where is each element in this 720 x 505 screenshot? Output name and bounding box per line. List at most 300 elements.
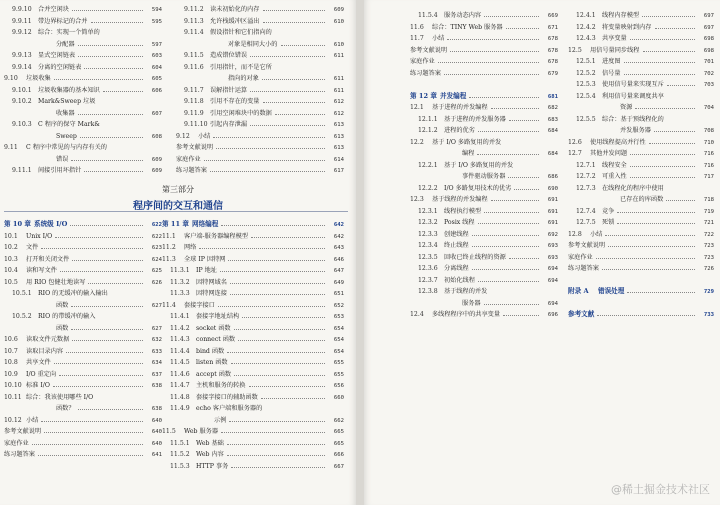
toc-entry-number: 9.9.14 bbox=[12, 63, 32, 71]
toc-entry-title: Sweep bbox=[56, 132, 77, 140]
toc-entry-title: 综合：实现一个简单的 bbox=[38, 29, 100, 36]
toc-entry-number: 11.5.1 bbox=[170, 439, 190, 447]
toc-leader-dots bbox=[491, 194, 539, 201]
toc-entry-number: 12.3.8 bbox=[418, 288, 438, 295]
toc-entry-title: 基于进程的并发服务器 bbox=[444, 115, 506, 123]
toc-entry bbox=[410, 183, 558, 195]
toc-entry-page: 623 bbox=[151, 245, 162, 251]
toc-entry bbox=[4, 403, 162, 415]
book-gutter bbox=[356, 0, 364, 505]
toc-entry bbox=[568, 114, 714, 126]
toc-entry-number: 11.3.3 bbox=[170, 290, 190, 297]
toc-entry bbox=[410, 171, 558, 183]
toc-entry bbox=[568, 229, 714, 241]
toc-entry-page: 669 bbox=[547, 13, 558, 19]
toc-entry-title: 示例 bbox=[214, 416, 227, 424]
toc-entry bbox=[568, 217, 714, 229]
toc-entry-number: 第 12 章 bbox=[410, 91, 437, 100]
toc-entry-title: 终止线程 bbox=[444, 242, 469, 249]
toc-entry-title: C 程序中常见的与内存有关的 bbox=[26, 144, 107, 151]
toc-entry-page: 729 bbox=[703, 289, 714, 295]
toc-entry-title: 主机和服务的转换 bbox=[196, 382, 246, 389]
toc-entry-page: 614 bbox=[333, 156, 344, 163]
toc-leader-dots bbox=[55, 231, 143, 238]
toc-entry-page: 696 bbox=[547, 312, 558, 318]
toc-entry-number: 附录 A bbox=[568, 287, 589, 295]
toc-entry bbox=[176, 131, 344, 143]
toc-entry bbox=[568, 240, 714, 252]
toc-entry bbox=[162, 334, 344, 346]
toc-entry bbox=[410, 286, 558, 298]
toc-entry-page: 667 bbox=[333, 463, 344, 470]
part-title: 程序间的交互和通信 bbox=[133, 201, 223, 212]
toc-entry-title: 合并空闲块 bbox=[38, 6, 69, 13]
toc-entry-page: 683 bbox=[547, 116, 558, 123]
toc-leader-dots bbox=[608, 240, 695, 247]
toc-entry-number: 11.4.3 bbox=[170, 336, 190, 343]
toc-entry-number: 11.5.3 bbox=[170, 462, 190, 470]
toc-entry bbox=[4, 277, 162, 289]
toc-leader-dots bbox=[503, 309, 539, 316]
toc-entry-number: 10.9 bbox=[4, 370, 18, 378]
toc-entry-page: 656 bbox=[333, 383, 344, 389]
toc-entry-title: IP 地址 bbox=[196, 267, 217, 274]
toc-entry-number: 12.1.1 bbox=[418, 115, 438, 123]
toc-entry bbox=[568, 275, 714, 287]
watermark: @稀土掘金技术社区 bbox=[611, 483, 710, 496]
toc-leader-dots bbox=[199, 242, 325, 249]
toc-entry bbox=[4, 311, 162, 323]
toc-entry-page: 655 bbox=[333, 360, 344, 366]
toc-leader-dots bbox=[630, 171, 695, 178]
toc-entry-title: 客户端-服务器编程模型 bbox=[184, 232, 248, 240]
toc-leader-dots bbox=[231, 461, 325, 468]
toc-entry-page: 678 bbox=[547, 47, 558, 54]
toc-leader-dots bbox=[80, 131, 143, 138]
toc-entry-title: 共享变量 bbox=[602, 35, 627, 42]
toc-leader-dots bbox=[251, 231, 325, 238]
toc-entry bbox=[568, 252, 714, 264]
toc-entry-page: 640 bbox=[151, 440, 162, 447]
toc-entry bbox=[410, 160, 558, 172]
toc-entry-title: 练习题答案 bbox=[410, 69, 441, 77]
toc-entry-page: 671 bbox=[547, 24, 558, 31]
toc-entry-page: 703 bbox=[703, 82, 714, 88]
toc-entry-number: 12.4 bbox=[410, 311, 424, 318]
toc-entry-title: 引用指针，而不是它所 bbox=[210, 63, 272, 71]
toc-entry-number: 9.9.10 bbox=[12, 6, 32, 13]
toc-entry-title: 基于线程的并发编程 bbox=[432, 196, 488, 203]
toc-leader-dots bbox=[78, 39, 143, 46]
toc-entry bbox=[568, 125, 714, 137]
toc-entry-number: 12.7.1 bbox=[576, 161, 596, 169]
toc-entry bbox=[410, 22, 558, 34]
toc-entry-page: 678 bbox=[547, 59, 558, 65]
toc-entry-page: 651 bbox=[333, 291, 344, 297]
toc-entry bbox=[176, 154, 344, 166]
toc-entry-title: 指向的对象 bbox=[228, 75, 259, 82]
toc-leader-dots bbox=[509, 114, 539, 121]
toc-entry-number: 9.10.2 bbox=[12, 98, 32, 105]
toc-entry bbox=[568, 194, 714, 206]
toc-entry-number: 12.4.2 bbox=[576, 23, 596, 31]
toc-entry bbox=[162, 254, 344, 266]
toc-entry-page: 609 bbox=[151, 168, 162, 174]
toc-entry-page: 652 bbox=[333, 302, 344, 309]
toc-entry-number: 12.5.2 bbox=[576, 69, 596, 77]
toc-entry-number: 11.4.7 bbox=[170, 382, 190, 389]
toc-leader-dots bbox=[438, 56, 539, 63]
toc-entry bbox=[4, 4, 162, 16]
toc-entry bbox=[410, 45, 558, 57]
toc-leader-dots bbox=[478, 275, 539, 282]
toc-leader-dots bbox=[655, 22, 696, 29]
toc-entry-title: 线程执行模型 bbox=[444, 207, 482, 215]
toc-leader-dots bbox=[605, 229, 695, 236]
toc-entry-title: 小结 bbox=[590, 230, 603, 238]
toc-entry-title: 练习题答案 bbox=[568, 265, 599, 272]
toc-entry bbox=[410, 252, 558, 264]
toc-leader-dots bbox=[450, 45, 539, 52]
toc-entry bbox=[176, 85, 344, 97]
toc-leader-dots bbox=[444, 68, 539, 75]
toc-entry-title: 小结 bbox=[198, 132, 211, 140]
toc-entry-page: 610 bbox=[333, 18, 344, 25]
toc-entry bbox=[4, 119, 162, 131]
toc-entry bbox=[4, 165, 162, 177]
toc-entry-page: 604 bbox=[151, 64, 162, 71]
toc-entry-page: 721 bbox=[703, 220, 714, 226]
toc-entry-page: 612 bbox=[333, 99, 344, 105]
toc-entry-number: 11.4.5 bbox=[170, 359, 190, 366]
toc-entry-title: 练习题答案 bbox=[4, 451, 35, 458]
toc-entry-title: 函数 bbox=[56, 301, 69, 309]
toc-entry-title: 打开和关闭文件 bbox=[26, 255, 70, 263]
toc-entry bbox=[410, 240, 558, 252]
toc-entry bbox=[162, 357, 344, 369]
toc-leader-dots bbox=[38, 449, 143, 456]
toc-entry-title: 参考文献 bbox=[568, 310, 595, 318]
toc-leader-dots bbox=[250, 85, 325, 92]
toc-entry-title: 函数 bbox=[56, 324, 69, 332]
toc-entry-number: 9.10.3 bbox=[12, 121, 32, 128]
toc-entry-title: 信号量 bbox=[602, 69, 621, 77]
toc-leader-dots bbox=[227, 346, 325, 353]
toc-entry bbox=[162, 449, 344, 461]
toc-entry-title: 服务器 bbox=[462, 299, 481, 307]
toc-entry bbox=[176, 119, 344, 131]
toc-entry-page: 609 bbox=[333, 7, 344, 13]
toc-entry-number: 12.5.5 bbox=[576, 115, 596, 123]
toc-leader-dots bbox=[477, 148, 539, 155]
toc-entry-page: 701 bbox=[703, 59, 714, 65]
toc-entry-page: 597 bbox=[151, 41, 162, 48]
toc-entry-number: 10.11 bbox=[4, 393, 22, 401]
toc-entry-title: 套接字接口的辅助函数 bbox=[196, 393, 258, 401]
toc-entry bbox=[410, 148, 558, 160]
toc-leader-dots bbox=[210, 165, 325, 172]
toc-leader-dots bbox=[484, 206, 539, 213]
toc-entry bbox=[410, 68, 558, 80]
toc-entry-page: 647 bbox=[333, 268, 344, 274]
toc-entry-title: accept 函数 bbox=[196, 370, 232, 378]
toc-entry-page: 716 bbox=[703, 162, 714, 169]
toc-entry-number: 9.9.13 bbox=[12, 52, 32, 59]
toc-entry-page: 697 bbox=[703, 13, 714, 19]
toc-entry-title: 垃圾收集器的基本知识 bbox=[38, 86, 100, 94]
toc-entry-number: 9.11.7 bbox=[184, 86, 204, 94]
toc-entry-number: 9.11.3 bbox=[184, 17, 204, 25]
toc-leader-dots bbox=[630, 148, 695, 155]
toc-entry-title: 因特网连接 bbox=[196, 290, 227, 297]
toc-entry-title: 使用信号量来实现互斥 bbox=[602, 81, 664, 88]
toc-entry-page: 640 bbox=[151, 417, 162, 424]
toc-leader-dots bbox=[234, 323, 325, 330]
toc-entry-title: 综合：TINY Web 服务器 bbox=[432, 23, 503, 31]
toc-entry-page: 708 bbox=[703, 128, 714, 134]
toc-leader-dots bbox=[228, 254, 325, 261]
toc-entry-title: 并发服务器 bbox=[620, 127, 651, 134]
toc-leader-dots bbox=[78, 50, 143, 57]
toc-leader-dots bbox=[508, 171, 539, 178]
toc-entry-page: 723 bbox=[703, 254, 714, 261]
toc-column-left-1 bbox=[4, 4, 162, 177]
toc-entry bbox=[162, 426, 344, 438]
toc-entry bbox=[410, 10, 558, 22]
toc-entry-page: 678 bbox=[547, 36, 558, 42]
toc-entry-page: 613 bbox=[333, 133, 344, 140]
toc-entry-title: 函数？ bbox=[56, 405, 75, 412]
toc-entry bbox=[162, 231, 344, 243]
toc-entry-page: 608 bbox=[151, 133, 162, 140]
toc-entry-number: 9.10 bbox=[4, 75, 18, 82]
toc-entry bbox=[568, 33, 714, 45]
toc-entry-number: 12.3.6 bbox=[418, 265, 438, 272]
toc-entry-page: 704 bbox=[703, 105, 714, 111]
toc-entry-page: 686 bbox=[547, 174, 558, 180]
toc-entry bbox=[4, 346, 162, 358]
toc-entry bbox=[410, 102, 558, 114]
toc-entry bbox=[162, 311, 344, 323]
toc-entry bbox=[4, 288, 162, 300]
toc-entry-number: 12.7.5 bbox=[576, 219, 596, 226]
toc-entry-number: 10.7 bbox=[4, 347, 18, 355]
toc-entry-number: 9.11.10 bbox=[184, 121, 208, 128]
toc-entry-page: 642 bbox=[333, 222, 344, 228]
right-page bbox=[364, 0, 720, 505]
toc-entry-page: 594 bbox=[151, 7, 162, 13]
toc-entry bbox=[568, 10, 714, 22]
toc-leader-dots bbox=[204, 154, 325, 161]
toc-leader-dots bbox=[261, 392, 325, 399]
toc-entry-title: 标准 I/O bbox=[26, 382, 50, 389]
toc-entry-page: 710 bbox=[703, 139, 714, 146]
toc-leader-dots bbox=[60, 265, 143, 272]
toc-leader-dots bbox=[41, 415, 143, 422]
toc-entry-number: 12.7 bbox=[568, 150, 582, 157]
toc-entry-number: 12.1.2 bbox=[418, 127, 438, 134]
toc-leader-dots bbox=[472, 240, 539, 247]
toc-leader-dots bbox=[514, 183, 539, 190]
toc-entry bbox=[568, 171, 714, 183]
toc-entry bbox=[568, 45, 714, 57]
toc-entry-title: 事件驱动服务器 bbox=[462, 173, 506, 180]
toc-entry-page: 722 bbox=[703, 231, 714, 238]
toc-entry-number: 12.5 bbox=[568, 46, 582, 54]
left-page bbox=[0, 0, 356, 505]
toc-entry-title: 全球 IP 因特网 bbox=[184, 255, 226, 263]
toc-entry-title: 基于 I/O 多路复用的并发 bbox=[432, 138, 502, 146]
toc-entry-number: 9.11.9 bbox=[184, 109, 204, 117]
toc-entry bbox=[568, 56, 714, 68]
toc-entry-title: C 程序的保守 Mark& bbox=[38, 121, 100, 128]
toc-entry-page: 622 bbox=[151, 233, 162, 240]
toc-leader-dots bbox=[231, 357, 325, 364]
toc-leader-dots bbox=[84, 165, 143, 172]
toc-entry bbox=[410, 194, 558, 206]
toc-entry bbox=[410, 33, 558, 45]
toc-entry-page: 691 bbox=[547, 197, 558, 203]
toc-entry-number: 12.3.2 bbox=[418, 219, 438, 226]
toc-entry-page: 646 bbox=[333, 256, 344, 263]
toc-entry-number: 10.8 bbox=[4, 359, 18, 366]
toc-entry bbox=[410, 229, 558, 241]
toc-entry-title: 线程安全 bbox=[602, 161, 627, 169]
toc-entry-title: 间接引用坏指针 bbox=[38, 167, 82, 174]
toc-entry-title: 回收已终止线程的资源 bbox=[444, 253, 506, 261]
toc-entry bbox=[4, 108, 162, 120]
toc-chapter-entry bbox=[568, 309, 714, 321]
toc-entry-title: connect 函数 bbox=[196, 336, 236, 343]
toc-entry-title: I/O 多路复用技术的优劣 bbox=[444, 184, 512, 192]
toc-entry bbox=[162, 392, 344, 404]
toc-entry-title: 在线程化的程序中使用 bbox=[602, 184, 664, 192]
toc-entry-number: 9.11.5 bbox=[184, 52, 204, 59]
toc-leader-dots bbox=[624, 56, 695, 63]
toc-entry bbox=[4, 154, 162, 166]
toc-entry-page: 694 bbox=[547, 300, 558, 307]
toc-entry-page: 634 bbox=[151, 360, 162, 366]
toc-leader-dots bbox=[59, 369, 143, 376]
toc-entry bbox=[162, 369, 344, 381]
toc-entry-title: 创建线程 bbox=[444, 230, 469, 238]
toc-entry-number: 9.11.8 bbox=[184, 98, 204, 105]
toc-entry-title: 并发编程 bbox=[440, 91, 467, 100]
toc-leader-dots bbox=[630, 160, 695, 167]
part-heading bbox=[0, 184, 356, 212]
toc-leader-dots bbox=[666, 194, 695, 201]
toc-entry-number: 10.1 bbox=[4, 232, 18, 240]
toc-entry bbox=[410, 217, 558, 229]
toc-leader-dots bbox=[630, 33, 695, 40]
toc-entry-number: 11.4.1 bbox=[170, 313, 190, 320]
toc-entry-page: 638 bbox=[151, 383, 162, 389]
toc-entry-page: 609 bbox=[151, 156, 162, 163]
toc-entry-title: 其他并发问题 bbox=[590, 150, 628, 157]
toc-leader-dots bbox=[230, 288, 325, 295]
toc-leader-dots bbox=[602, 263, 695, 270]
toc-leader-dots bbox=[262, 73, 325, 80]
toc-entry-page: 642 bbox=[333, 233, 344, 240]
toc-entry-number: 12.7.2 bbox=[576, 173, 596, 180]
toc-entry-number: 9.9.11 bbox=[12, 17, 32, 25]
toc-leader-dots bbox=[281, 39, 326, 46]
toc-entry-title: 基于 I/O 多路复用的并发 bbox=[444, 161, 514, 169]
toc-entry-number: 11.4.2 bbox=[170, 324, 190, 332]
toc-entry-number: 10.10 bbox=[4, 382, 22, 389]
toc-entry-title: 套接字地址结构 bbox=[196, 313, 240, 320]
toc-leader-dots bbox=[66, 346, 143, 353]
toc-entry-page: 605 bbox=[151, 76, 162, 82]
toc-leader-dots bbox=[250, 50, 325, 57]
toc-leader-dots bbox=[72, 4, 143, 11]
toc-entry bbox=[162, 380, 344, 392]
toc-entry-number: 9.11.4 bbox=[184, 29, 204, 36]
toc-entry-page: 595 bbox=[151, 18, 162, 25]
toc-entry bbox=[4, 131, 162, 143]
toc-leader-dots bbox=[32, 438, 143, 445]
toc-entry-number: 10.3 bbox=[4, 255, 18, 263]
toc-entry-page: 665 bbox=[333, 440, 344, 447]
toc-entry-number: 10.5.1 bbox=[12, 290, 32, 297]
toc-entry-page: 654 bbox=[333, 325, 344, 332]
toc-leader-dots bbox=[597, 309, 695, 316]
toc-entry-number: 10.2 bbox=[4, 244, 18, 251]
toc-leader-dots bbox=[250, 119, 325, 126]
toc-leader-dots bbox=[70, 219, 143, 226]
toc-leader-dots bbox=[71, 300, 143, 307]
toc-entry-page: 691 bbox=[547, 220, 558, 226]
toc-entry-page: 643 bbox=[333, 245, 344, 251]
toc-entry bbox=[410, 309, 558, 321]
toc-entry-page: 718 bbox=[703, 197, 714, 203]
toc-entry-title: 对象是相同大小的 bbox=[228, 40, 278, 48]
toc-entry bbox=[4, 415, 162, 427]
toc-entry bbox=[176, 73, 344, 85]
part-label: 第三部分 bbox=[162, 185, 194, 194]
toc-entry bbox=[410, 137, 558, 149]
toc-entry-title: 读未初始化的内存 bbox=[210, 6, 260, 13]
toc-leader-dots bbox=[447, 33, 539, 40]
toc-leader-dots bbox=[649, 137, 695, 144]
toc-entry-title: Unix I/O bbox=[26, 232, 53, 240]
toc-entry-title: 显式空闲链表 bbox=[38, 52, 76, 59]
toc-entry-page: 690 bbox=[547, 185, 558, 192]
toc-entry bbox=[4, 265, 162, 277]
toc-leader-dots bbox=[220, 265, 325, 272]
toc-entry-title: 进度图 bbox=[602, 58, 621, 65]
toc-leader-dots bbox=[44, 426, 143, 433]
toc-leader-dots bbox=[78, 403, 143, 410]
toc-chapter-entry bbox=[568, 286, 714, 298]
toc-entry bbox=[162, 242, 344, 254]
toc-leader-dots bbox=[654, 125, 695, 132]
toc-entry-number: 12.1 bbox=[410, 104, 424, 111]
toc-entry-number: 12.4.1 bbox=[576, 12, 596, 19]
toc-leader-dots bbox=[617, 217, 695, 224]
toc-entry-page: 603 bbox=[151, 53, 162, 59]
toc-leader-dots bbox=[103, 85, 143, 92]
toc-entry-title: 带边界标记的合并 bbox=[38, 17, 88, 25]
toc-entry-title: 参考文献说明 bbox=[568, 242, 606, 249]
toc-entry-page: 691 bbox=[547, 208, 558, 215]
toc-entry bbox=[410, 263, 558, 275]
toc-entry bbox=[410, 79, 558, 91]
toc-entry-title: 假设指针和它们指向的 bbox=[210, 29, 272, 36]
toc-column-left-3 bbox=[4, 219, 162, 461]
toc-entry-title: 小结 bbox=[432, 35, 445, 42]
toc-leader-dots bbox=[484, 10, 539, 17]
